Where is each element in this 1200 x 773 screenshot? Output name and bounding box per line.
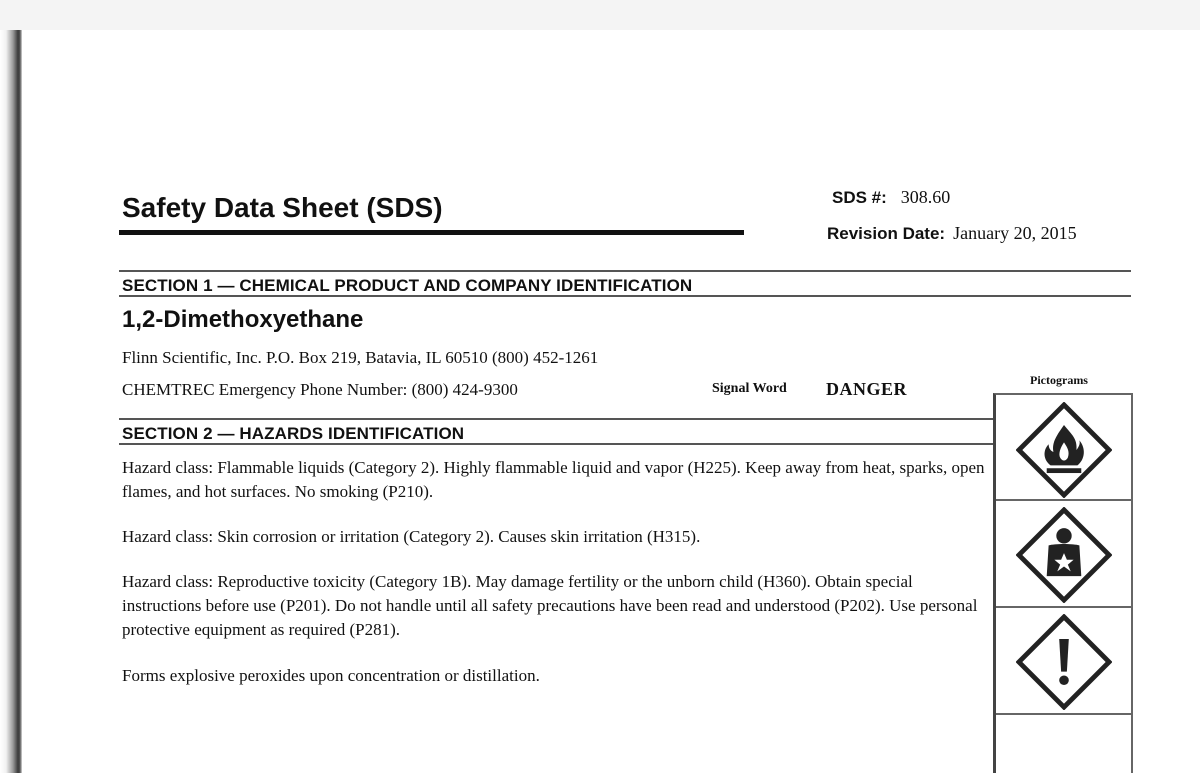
pictogram-cell-health — [996, 502, 1131, 608]
section1-top-rule — [119, 270, 1131, 272]
section2-top-rule — [119, 418, 993, 420]
company-info: Flinn Scientific, Inc. P.O. Box 219, Batavia, IL 60510 (800) 452-1261 — [122, 348, 599, 367]
emergency-phone: CHEMTREC Emergency Phone Number: (800) 424-9300 — [122, 380, 518, 399]
pictogram-column — [993, 393, 1133, 773]
sds-number — [832, 187, 950, 208]
sds-number-value: 308.60 — [900, 187, 951, 207]
page-edge-shadow — [0, 30, 22, 773]
exclamation-mark-icon — [1016, 614, 1112, 710]
flame-icon — [1016, 402, 1112, 498]
hazard-paragraph-skin: Hazard class: Skin corrosion or irritation (Category 2). Causes skin irritation (H315). — [122, 527, 701, 546]
top-margin — [0, 0, 1200, 30]
pictogram-cell-flame — [996, 397, 1131, 503]
signal-word-label: Signal Word — [712, 381, 787, 396]
pictogram-divider — [996, 499, 1131, 501]
product-name: 1,2-Dimethoxyethane — [122, 306, 364, 333]
sds-page — [22, 30, 1200, 773]
section1-heading: SECTION 1 — CHEMICAL PRODUCT AND COMPANY IDENTIFICATION — [122, 276, 693, 295]
pictogram-divider — [996, 606, 1131, 608]
pictogram-cell-exclamation — [996, 609, 1131, 715]
hazard-paragraph-peroxides: Forms explosive peroxides upon concentration or distillation. — [122, 666, 540, 685]
pictogram-divider — [996, 713, 1131, 715]
section2-bottom-rule — [119, 443, 993, 445]
pictograms-label: Pictograms — [1030, 373, 1088, 387]
title-underline — [119, 230, 744, 235]
health-hazard-icon — [1016, 507, 1112, 603]
revision-date — [827, 223, 1077, 244]
signal-word-value: DANGER — [826, 379, 908, 399]
hazard-paragraph-flammable: Hazard class: Flammable liquids (Category 2). Highly flammable liquid and vapor (H225). Keep away from heat, sparks, open flames, and hot surfaces. No smoking (P210). — [122, 458, 985, 501]
revision-date-value: January 20, 2015 — [953, 223, 1077, 243]
section2-heading: SECTION 2 — HAZARDS IDENTIFICATION — [122, 424, 465, 443]
section1-bottom-rule — [119, 295, 1131, 297]
revision-date-label: Revision Date: — [827, 224, 946, 243]
hazard-paragraph-reproductive: Hazard class: Reproductive toxicity (Category 1B). May damage fertility or the unborn child (H360). Obtain special instructions before use (P201). Do not handle until all safety precautions have been read and understood (P202). Use personal protective equipment as required (P281). — [122, 572, 978, 639]
sds-number-label: SDS #: — [832, 188, 887, 207]
document-title: Safety Data Sheet (SDS) — [122, 192, 443, 223]
